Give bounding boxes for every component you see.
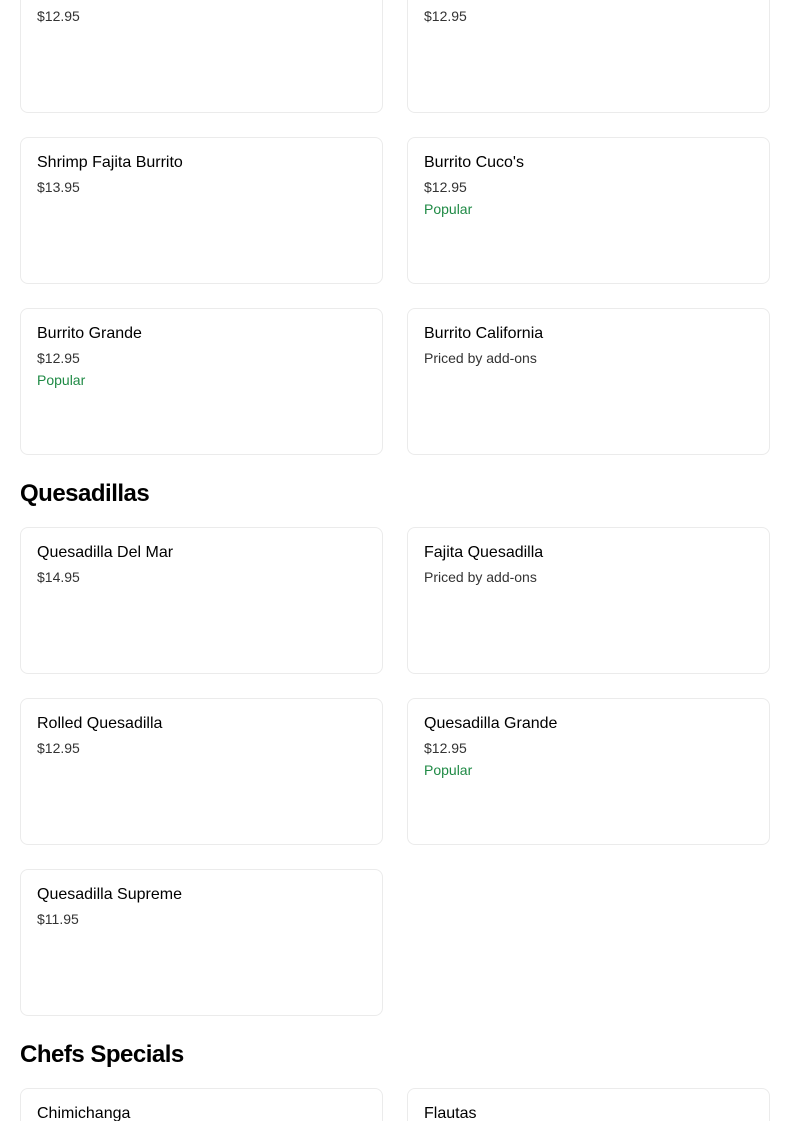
menu-item-card[interactable] [407, 0, 770, 113]
menu-item-price: $12.95 [37, 350, 80, 366]
menu-item-name: Chimichanga [37, 1105, 131, 1121]
menu-item-card[interactable] [407, 527, 770, 674]
menu-item-price: $13.95 [37, 179, 80, 195]
menu-item-card[interactable] [407, 308, 770, 455]
menu-item-card[interactable] [20, 527, 383, 674]
menu-item-price: $14.95 [37, 569, 80, 585]
menu-item-card[interactable] [20, 0, 383, 113]
menu-item-name: Burrito Cuco's [424, 154, 524, 171]
menu-item-name: Fajita Quesadilla [424, 544, 544, 561]
menu-item-card[interactable] [20, 137, 383, 284]
menu-item-card[interactable] [20, 308, 383, 455]
menu-item-name: Quesadilla Grande [424, 715, 558, 732]
popular-badge: Popular [424, 762, 473, 778]
menu-item-price: Priced by add-ons [424, 569, 537, 585]
menu-item-name: Quesadilla Del Mar [37, 544, 174, 561]
menu-item-name: Flautas [424, 1105, 477, 1121]
menu-item-name: Quesadilla Supreme [37, 886, 182, 903]
section-title-quesadillas: Quesadillas [20, 480, 150, 507]
popular-badge: Popular [37, 372, 86, 388]
menu-item-name: Rolled Quesadilla [37, 715, 163, 732]
menu-item-card[interactable] [407, 698, 770, 845]
menu-item-price: Priced by add-ons [424, 350, 537, 366]
menu-item-card[interactable] [407, 1088, 770, 1121]
menu-item-name: Burrito Grande [37, 325, 142, 342]
menu-item-card[interactable] [20, 869, 383, 1016]
menu-item-price: $12.95 [424, 8, 467, 24]
menu-item-price: $12.95 [424, 179, 467, 195]
menu-item-price: $12.95 [37, 8, 80, 24]
menu-item-price: $12.95 [424, 740, 467, 756]
menu-item-price: $12.95 [37, 740, 80, 756]
menu-item-name: Shrimp Fajita Burrito [37, 154, 183, 171]
menu-item-card[interactable] [20, 1088, 383, 1121]
menu-item-name: Burrito California [424, 325, 544, 342]
menu-item-price: $11.95 [37, 911, 79, 927]
popular-badge: Popular [424, 201, 473, 217]
menu-item-card[interactable] [407, 137, 770, 284]
menu-item-card[interactable] [20, 698, 383, 845]
section-title-chefs-specials: Chefs Specials [20, 1041, 184, 1068]
